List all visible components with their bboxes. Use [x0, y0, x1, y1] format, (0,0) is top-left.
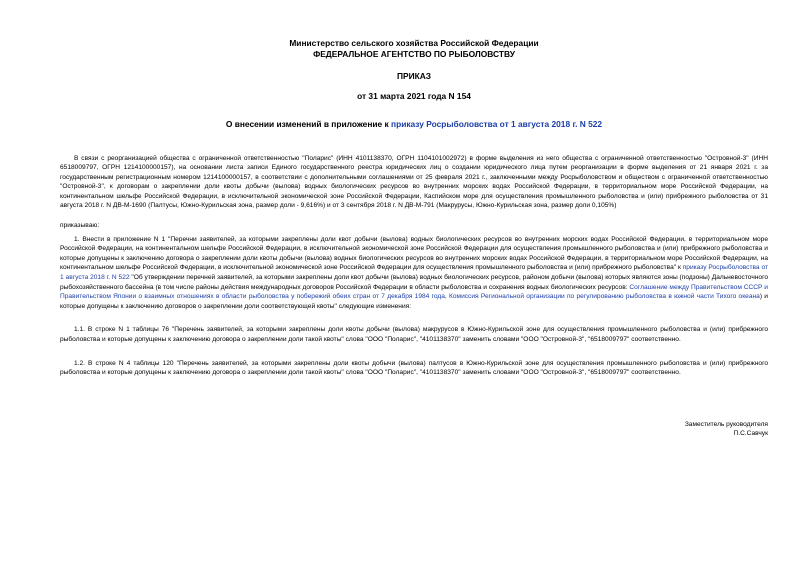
ministry-name: Министерство сельского хозяйства Российской Федерации: [289, 38, 539, 48]
signature-block: [60, 420, 768, 439]
item-1-paragraph: [60, 235, 768, 312]
item-1-text-b: "Об утверждении перечней заявителей, за которыми закреплены доли квот добычи (вылова) водных биологических ресурсов, районом добычи (вылова) которых являются зоны (подзоны) Дальневосточного рыбохозяйственного бассейна (в том числе районы действия международных договоров Российской Федерации в области рыболовства и сохранения водных биологических ресурсов:: [60, 274, 768, 291]
order-date: от 31 марта 2021 года N 154: [357, 90, 471, 101]
item-1-1-paragraph: 1.1. В строке N 1 таблицы 76 "Перечень заявителей, за которыми закреплены доли квоты добычи (вылова) макрурусов в Южно-Курильской зоне для осуществления промышленного рыболовства и (или) прибрежного рыболовства и которые допущены к заключению договора о закреплении доли такой квоты" слова "ООО "Поларис", "4101138370" заменить словами "ООО "Островной-3", "6518009797" соответственно.: [60, 326, 768, 343]
document-title-prefix: О внесении изменений в приложение к: [225, 119, 392, 129]
item-1-2-paragraph: 1.2. В строке N 4 таблицы 120 "Перечень заявителей, за которыми закреплены доли квоты добычи (вылова) палтусов в Южно-Курильской зоне для осуществления промышленного рыболовства и (или) прибрежного рыболовства и которые допущены к заключению договора о закреплении доли такой квоты" слова "ООО "Поларис", "4101138370" заменить словами "ООО "Островной-3", "6518009797" соответственно.: [60, 359, 768, 377]
ordered-clause: приказываю:: [60, 222, 100, 230]
agency-name: ФЕДЕРАЛЬНОЕ АГЕНТСТВО ПО РЫБОЛОВСТВУ: [313, 48, 515, 59]
document-title: [60, 119, 768, 130]
item-1-text-c: ) и которые допущены к заключению договоров о закреплении доли соответствующей квоты" следующие изменения:: [60, 293, 768, 310]
item-1-text-a: 1. Внести в приложение N 1 "Перечни заявителей, за которыми закреплены доли квот добычи (вылова) водных биологических ресурсов во внутренних морских водах Российской Федерации, в территориальном море Российской Федерации, на континентальном шельфе Российской Федерации, в исключительной экономической зоне Российской Федерации для осуществления промышленного рыболовства и (или) прибрежного рыболовства и которые допущены к заключению договора о закреплении доли квоты добычи (вылова) водных биологических ресурсов во внутренних морских водах Российской Федерации, в территориальном море Российской Федерации, на континентальном шельфе Российской Федерации, в исключительной экономической зоне Российской Федерации для осуществления промышленного рыболовства и (или) прибрежного рыболовства" к: [60, 235, 768, 272]
signatory-position: Заместитель руководителя: [684, 420, 768, 428]
document-header: [60, 38, 768, 101]
intro-paragraph: В связи с реорганизацией общества с ограниченной ответственностью "Поларис" (ИНН 4101138370, ОГРН 1104101002972) в форме выделения из него общества с ограниченной ответственностью "Островной-3" (ИНН 6518009797, ОГРН 1214100000157), на основании листа записи Единого государственного реестра юридических лиц о создании юридического лица путем реорганизации в форме выделения от 21 января 2021 г. за государственным регистрационным номером 1214100000157, в соответствии с дополнительными соглашениями от 25 февраля 2021 г., заключенными между Росрыболовством и обществом с ограниченной ответственностью "Островной-3", к договорам о закреплении доли квоты добычи (вылова) водных биологических ресурсов во внутренних морских водах Российской Федерации, в территориальном море Российской Федерации, на континентальном шельфе Российской Федерации, в исключительной экономической зоне Российской Федерации, Каспийском море для осуществления промышленного рыболовства и (или) прибрежного рыболовства от 31 августа 2018 г. N ДВ-М-1690 (Палтусы, Южно-Курильская зона, размер доли - 9,616%) и от 3 сентября 2018 г. N ДВ-М-791 (Макрурусы, Южно-Курильская зона, размер доли 0,105%): [60, 154, 768, 210]
order-heading: ПРИКАЗ: [396, 71, 432, 81]
order-522-link[interactable]: приказу Росрыболовства от 1 августа 2018 г. N 522: [391, 119, 603, 129]
item-1-order-link[interactable]: приказу Росрыболовства от 1 августа 2018 г. N 522: [60, 264, 769, 282]
signatory-name: П.С.Савчук: [733, 430, 768, 438]
document-page: [60, 0, 768, 571]
item-1-agreement-link[interactable]: Соглашение между Правительством СССР и Правительством Японии о взаимных отношениях в области рыболовства у побережий обеих стран от 7 декабря 1984 года, Комиссия Региональной организации по регулированию рыболовства в южной части Тихого океана: [60, 283, 768, 301]
